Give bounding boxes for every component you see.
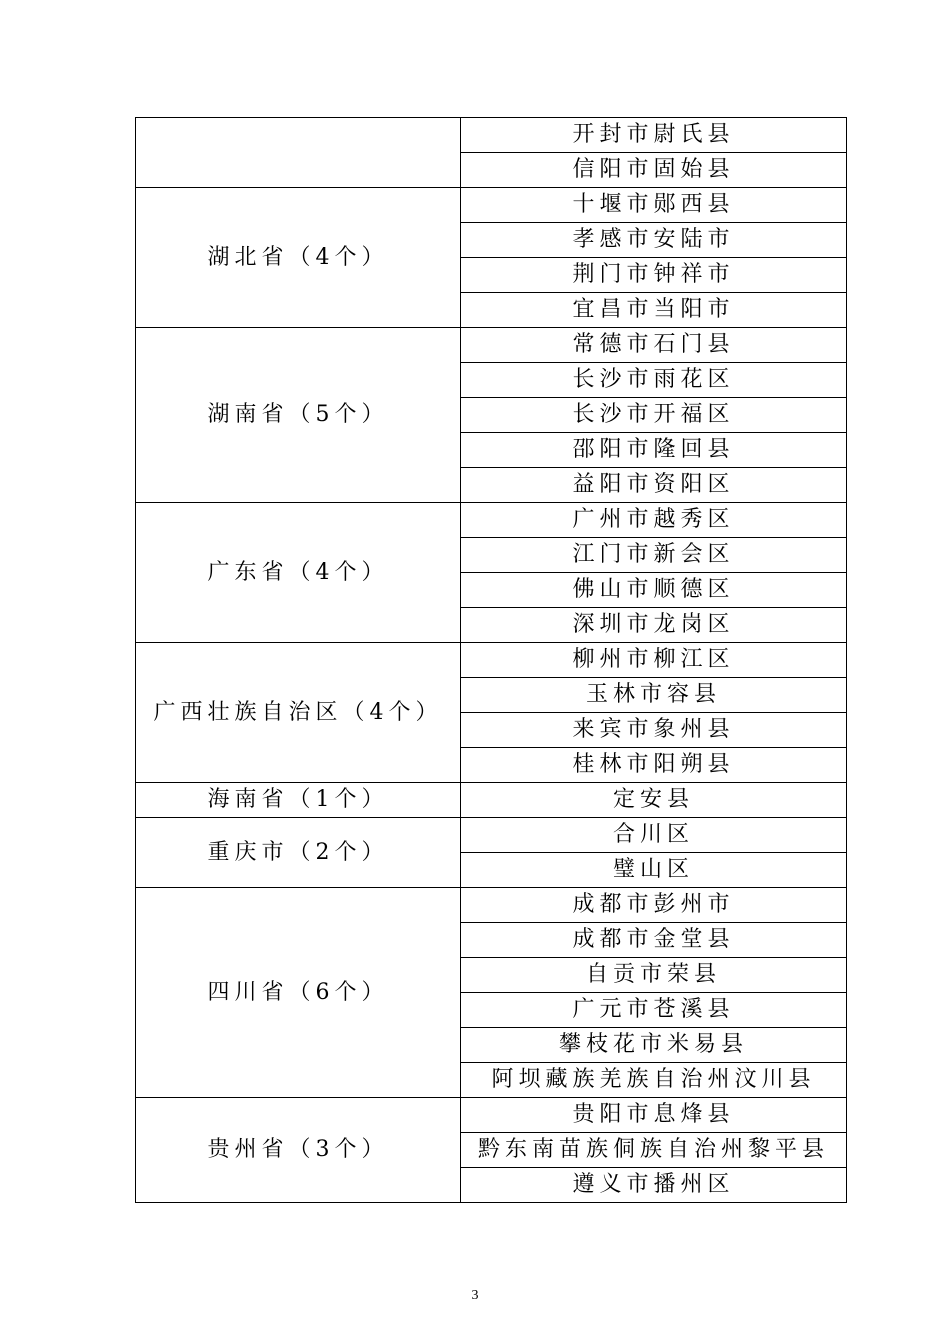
district-cell: 长沙市开福区 [461, 398, 847, 433]
district-cell: 佛山市顺德区 [461, 573, 847, 608]
district-cell: 黔东南苗族侗族自治州黎平县 [461, 1133, 847, 1168]
district-cell: 合川区 [461, 818, 847, 853]
table-row [136, 118, 847, 153]
province-cell: 海南省（1个） [136, 783, 461, 818]
district-cell: 益阳市资阳区 [461, 468, 847, 503]
table-row [136, 188, 847, 223]
province-cell: 广西壮族自治区（4个） [136, 643, 461, 783]
page-number: 3 [471, 1288, 479, 1303]
province-cell [136, 118, 461, 188]
district-cell: 荆门市钟祥市 [461, 258, 847, 293]
district-cell: 桂林市阳朔县 [461, 748, 847, 783]
district-cell: 成都市金堂县 [461, 923, 847, 958]
district-table [135, 117, 847, 1203]
district-cell: 长沙市雨花区 [461, 363, 847, 398]
district-cell: 孝感市安陆市 [461, 223, 847, 258]
table-row [136, 783, 847, 818]
district-cell: 常德市石门县 [461, 328, 847, 363]
table-row [136, 818, 847, 853]
district-cell: 玉林市容县 [461, 678, 847, 713]
district-cell: 定安县 [461, 783, 847, 818]
district-cell: 邵阳市隆回县 [461, 433, 847, 468]
district-cell: 宜昌市当阳市 [461, 293, 847, 328]
district-cell: 自贡市荣县 [461, 958, 847, 993]
province-cell: 四川省（6个） [136, 888, 461, 1098]
district-cell: 开封市尉氏县 [461, 118, 847, 153]
province-cell: 湖南省（5个） [136, 328, 461, 503]
district-cell: 十堰市郧西县 [461, 188, 847, 223]
province-cell: 湖北省（4个） [136, 188, 461, 328]
district-cell: 攀枝花市米易县 [461, 1028, 847, 1063]
province-cell: 广东省（4个） [136, 503, 461, 643]
district-cell: 贵阳市息烽县 [461, 1098, 847, 1133]
district-cell: 信阳市固始县 [461, 153, 847, 188]
table-row [136, 503, 847, 538]
table-row [136, 643, 847, 678]
table-row [136, 888, 847, 923]
table-row [136, 1098, 847, 1133]
district-cell: 成都市彭州市 [461, 888, 847, 923]
district-cell: 江门市新会区 [461, 538, 847, 573]
district-cell: 广元市苍溪县 [461, 993, 847, 1028]
province-cell: 重庆市（2个） [136, 818, 461, 888]
district-cell: 广州市越秀区 [461, 503, 847, 538]
table-row [136, 328, 847, 363]
district-cell: 柳州市柳江区 [461, 643, 847, 678]
district-cell: 深圳市龙岗区 [461, 608, 847, 643]
province-cell: 贵州省（3个） [136, 1098, 461, 1203]
district-cell: 遵义市播州区 [461, 1168, 847, 1203]
district-cell: 阿坝藏族羌族自治州汶川县 [461, 1063, 847, 1098]
district-cell: 璧山区 [461, 853, 847, 888]
district-cell: 来宾市象州县 [461, 713, 847, 748]
